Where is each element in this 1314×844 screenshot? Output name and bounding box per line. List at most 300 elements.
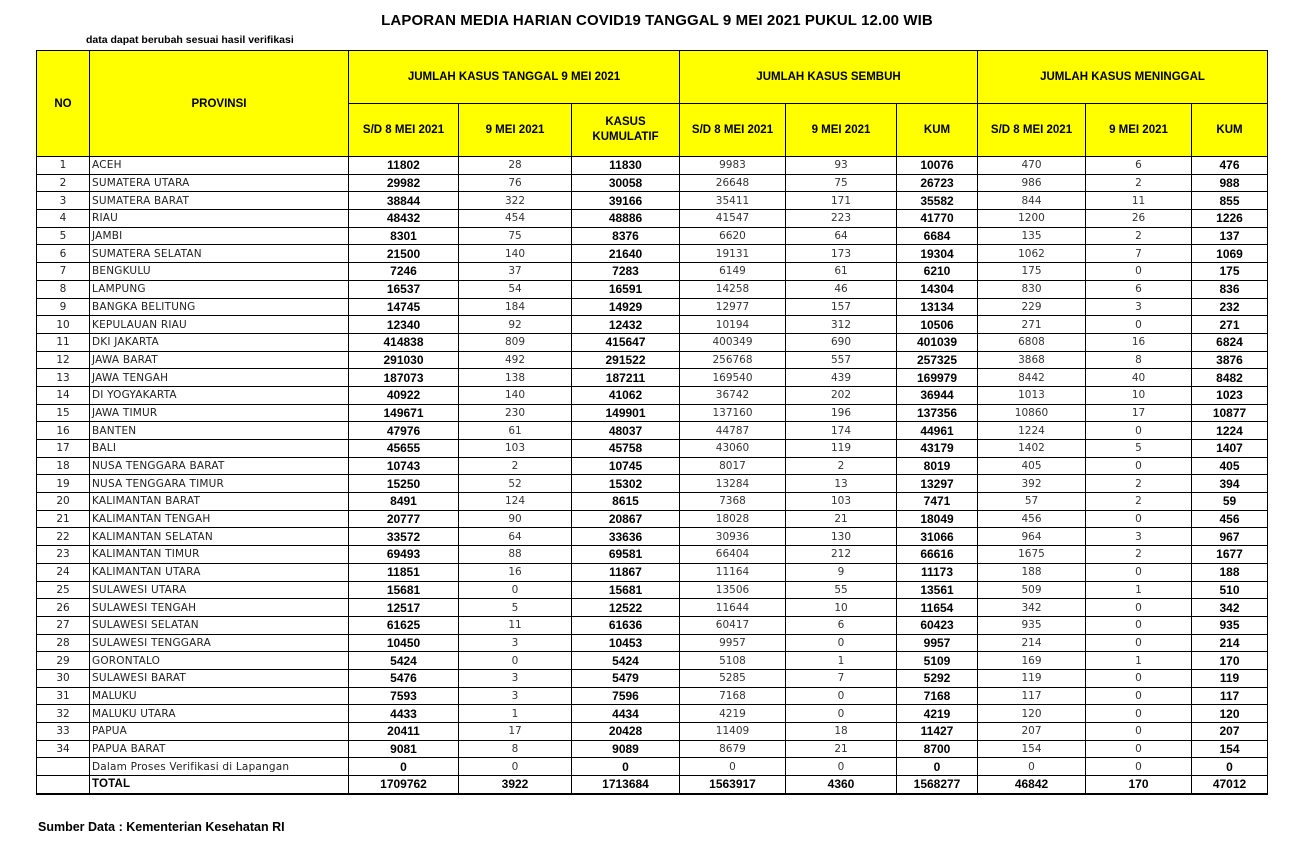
- cell-provinsi: ACEH: [90, 157, 349, 175]
- cell-provinsi: KALIMANTAN BARAT: [90, 493, 349, 511]
- table-row: [37, 263, 1268, 281]
- cell-meninggal-kum: 1224: [1192, 422, 1268, 440]
- cell-meninggal-sd: 830: [978, 280, 1086, 298]
- cell-meninggal-sd: 135: [978, 227, 1086, 245]
- cell-sembuh-day: 103: [786, 493, 897, 511]
- cell-no: 18: [37, 457, 90, 475]
- cell-kasus-sd: 16537: [349, 280, 459, 298]
- cell-kasus-kumulatif: 30058: [572, 174, 680, 192]
- cell-meninggal-day: 0: [1086, 422, 1192, 440]
- table-row: [37, 457, 1268, 475]
- cell-meninggal-kum: 271: [1192, 316, 1268, 334]
- cell-no: 32: [37, 705, 90, 723]
- cell-kasus-kumulatif: 10745: [572, 457, 680, 475]
- cell-no: 31: [37, 687, 90, 705]
- cell-kasus-sd: 8491: [349, 493, 459, 511]
- cell-no: 24: [37, 563, 90, 581]
- cell-kasus-sd: 4433: [349, 705, 459, 723]
- cell-kasus-sd: 12517: [349, 599, 459, 617]
- cell-sembuh-sd: 7368: [680, 493, 786, 511]
- cell-sembuh-day: 21: [786, 740, 897, 758]
- table-row: [37, 404, 1268, 422]
- cell-kasus-sd: 11851: [349, 563, 459, 581]
- cell-sembuh-kum: 6210: [897, 263, 978, 281]
- cell-provinsi: MALUKU UTARA: [90, 705, 349, 723]
- cell-meninggal-sd: 964: [978, 528, 1086, 546]
- cell-kasus-day: 76: [459, 174, 572, 192]
- cell-sembuh-sd: 13506: [680, 581, 786, 599]
- cell-kasus-day: 5: [459, 599, 572, 617]
- cell-kasus-sd: 7593: [349, 687, 459, 705]
- cell-meninggal-sd: 456: [978, 510, 1086, 528]
- cell-meninggal-kum: 154: [1192, 740, 1268, 758]
- cell-meninggal-day: 0: [1086, 457, 1192, 475]
- cell-meninggal-kum: 0: [1192, 758, 1268, 776]
- cell-meninggal-sd: 844: [978, 192, 1086, 210]
- cell-no: 14: [37, 386, 90, 404]
- cell-meninggal-kum: 1069: [1192, 245, 1268, 263]
- cell-kasus-day: 52: [459, 475, 572, 493]
- cell-provinsi: JAWA TENGAH: [90, 369, 349, 387]
- cell-no: 7: [37, 263, 90, 281]
- table-row: [37, 705, 1268, 723]
- header-sembuh-sd: S/D 8 MEI 2021: [680, 104, 786, 157]
- cell-no: 21: [37, 510, 90, 528]
- cell-kasus-kumulatif: 10453: [572, 634, 680, 652]
- cell-provinsi: SULAWESI SELATAN: [90, 616, 349, 634]
- cell-kasus-kumulatif: 61636: [572, 616, 680, 634]
- cell-meninggal-sd: 188: [978, 563, 1086, 581]
- cell-sembuh-kum: 31066: [897, 528, 978, 546]
- cell-sembuh-day: 1: [786, 652, 897, 670]
- cell-meninggal-kum: 188: [1192, 563, 1268, 581]
- cell-kasus-kumulatif: 69581: [572, 546, 680, 564]
- cell-sembuh-day: 10: [786, 599, 897, 617]
- cell-sembuh-sd: 36742: [680, 386, 786, 404]
- cell-provinsi: BANTEN: [90, 422, 349, 440]
- cell-kasus-day: 3: [459, 669, 572, 687]
- covid-report-table: [36, 50, 1268, 795]
- cell-meninggal-day: 0: [1086, 616, 1192, 634]
- cell-sembuh-sd: 8017: [680, 457, 786, 475]
- cell-kasus-kumulatif: 12522: [572, 599, 680, 617]
- cell-meninggal-kum: 988: [1192, 174, 1268, 192]
- cell-sembuh-kum: 5292: [897, 669, 978, 687]
- cell-kasus-day: 124: [459, 493, 572, 511]
- cell-kasus-day: 140: [459, 386, 572, 404]
- header-sembuh-day: 9 MEI 2021: [786, 104, 897, 157]
- table-row: [37, 758, 1268, 776]
- cell-kasus-kumulatif: 39166: [572, 192, 680, 210]
- cell-meninggal-kum: 207: [1192, 723, 1268, 741]
- cell-provinsi: NUSA TENGGARA BARAT: [90, 457, 349, 475]
- cell-sembuh-day: 55: [786, 581, 897, 599]
- cell-provinsi: MALUKU: [90, 687, 349, 705]
- cell-meninggal-sd: 0: [978, 758, 1086, 776]
- table-row: [37, 687, 1268, 705]
- cell-kasus-day: 492: [459, 351, 572, 369]
- cell-no: 8: [37, 280, 90, 298]
- cell-no: 28: [37, 634, 90, 652]
- cell-sembuh-sd: 6620: [680, 227, 786, 245]
- cell-sembuh-kum: 35582: [897, 192, 978, 210]
- cell-sembuh-sd: 0: [680, 758, 786, 776]
- cell-no: [37, 776, 90, 794]
- table-row: [37, 227, 1268, 245]
- cell-kasus-kumulatif: 4434: [572, 705, 680, 723]
- table-row: [37, 316, 1268, 334]
- cell-sembuh-sd: 11409: [680, 723, 786, 741]
- cell-meninggal-sd: 271: [978, 316, 1086, 334]
- cell-provinsi: DKI JAKARTA: [90, 333, 349, 351]
- header-kasus-sd: S/D 8 MEI 2021: [349, 104, 459, 157]
- table-row: [37, 245, 1268, 263]
- cell-no: 13: [37, 369, 90, 387]
- header-provinsi: PROVINSI: [90, 51, 349, 157]
- cell-provinsi: SULAWESI UTARA: [90, 581, 349, 599]
- cell-sembuh-kum: 0: [897, 758, 978, 776]
- cell-kasus-day: 322: [459, 192, 572, 210]
- cell-kasus-day: 3922: [459, 776, 572, 794]
- cell-meninggal-sd: 1675: [978, 546, 1086, 564]
- cell-sembuh-sd: 18028: [680, 510, 786, 528]
- cell-provinsi: JAWA TIMUR: [90, 404, 349, 422]
- cell-no: 12: [37, 351, 90, 369]
- cell-kasus-kumulatif: 48037: [572, 422, 680, 440]
- cell-meninggal-sd: 1224: [978, 422, 1086, 440]
- cell-kasus-day: 75: [459, 227, 572, 245]
- verification-note: data dapat berubah sesuai hasil verifikasi: [86, 34, 294, 46]
- cell-kasus-sd: 40922: [349, 386, 459, 404]
- cell-meninggal-kum: 137: [1192, 227, 1268, 245]
- cell-no: 3: [37, 192, 90, 210]
- cell-meninggal-sd: 120: [978, 705, 1086, 723]
- cell-kasus-sd: 10743: [349, 457, 459, 475]
- cell-meninggal-day: 0: [1086, 316, 1192, 334]
- header-kasus-day: 9 MEI 2021: [459, 104, 572, 157]
- cell-kasus-sd: 69493: [349, 546, 459, 564]
- cell-sembuh-sd: 60417: [680, 616, 786, 634]
- cell-sembuh-kum: 60423: [897, 616, 978, 634]
- cell-kasus-day: 138: [459, 369, 572, 387]
- cell-sembuh-day: 690: [786, 333, 897, 351]
- cell-sembuh-day: 9: [786, 563, 897, 581]
- cell-sembuh-sd: 12977: [680, 298, 786, 316]
- cell-kasus-day: 11: [459, 616, 572, 634]
- cell-sembuh-day: 0: [786, 687, 897, 705]
- cell-sembuh-kum: 8019: [897, 457, 978, 475]
- cell-provinsi: KALIMANTAN SELATAN: [90, 528, 349, 546]
- table-row: [37, 669, 1268, 687]
- cell-meninggal-sd: 470: [978, 157, 1086, 175]
- cell-kasus-day: 0: [459, 652, 572, 670]
- cell-meninggal-day: 17: [1086, 404, 1192, 422]
- cell-sembuh-kum: 7471: [897, 493, 978, 511]
- cell-meninggal-kum: 1226: [1192, 210, 1268, 228]
- cell-sembuh-sd: 66404: [680, 546, 786, 564]
- cell-meninggal-day: 6: [1086, 280, 1192, 298]
- cell-no: 11: [37, 333, 90, 351]
- cell-meninggal-kum: 117: [1192, 687, 1268, 705]
- cell-no: 10: [37, 316, 90, 334]
- cell-sembuh-sd: 41547: [680, 210, 786, 228]
- cell-kasus-day: 140: [459, 245, 572, 263]
- cell-kasus-day: 809: [459, 333, 572, 351]
- cell-kasus-sd: 45655: [349, 440, 459, 458]
- cell-meninggal-kum: 6824: [1192, 333, 1268, 351]
- table-row: [37, 369, 1268, 387]
- cell-no: 1: [37, 157, 90, 175]
- header-sembuh-kum: KUM: [897, 104, 978, 157]
- cell-meninggal-day: 3: [1086, 528, 1192, 546]
- cell-kasus-sd: 414838: [349, 333, 459, 351]
- cell-sembuh-sd: 14258: [680, 280, 786, 298]
- cell-kasus-sd: 12340: [349, 316, 459, 334]
- cell-kasus-sd: 10450: [349, 634, 459, 652]
- cell-no: 33: [37, 723, 90, 741]
- cell-meninggal-kum: 232: [1192, 298, 1268, 316]
- cell-kasus-day: 2: [459, 457, 572, 475]
- cell-meninggal-kum: 935: [1192, 616, 1268, 634]
- cell-kasus-day: 8: [459, 740, 572, 758]
- cell-meninggal-kum: 47012: [1192, 776, 1268, 794]
- cell-sembuh-kum: 13297: [897, 475, 978, 493]
- data-source: Sumber Data : Kementerian Kesehatan RI: [38, 820, 285, 834]
- cell-sembuh-kum: 13561: [897, 581, 978, 599]
- table-row: [37, 280, 1268, 298]
- cell-sembuh-day: 6: [786, 616, 897, 634]
- cell-kasus-sd: 61625: [349, 616, 459, 634]
- cell-kasus-kumulatif: 5479: [572, 669, 680, 687]
- cell-sembuh-day: 312: [786, 316, 897, 334]
- cell-meninggal-kum: 119: [1192, 669, 1268, 687]
- cell-provinsi: GORONTALO: [90, 652, 349, 670]
- cell-sembuh-kum: 4219: [897, 705, 978, 723]
- cell-kasus-day: 3: [459, 634, 572, 652]
- cell-sembuh-day: 0: [786, 705, 897, 723]
- cell-meninggal-day: 7: [1086, 245, 1192, 263]
- table-row: [37, 422, 1268, 440]
- cell-meninggal-day: 26: [1086, 210, 1192, 228]
- cell-sembuh-sd: 169540: [680, 369, 786, 387]
- cell-sembuh-kum: 8700: [897, 740, 978, 758]
- cell-kasus-sd: 47976: [349, 422, 459, 440]
- cell-meninggal-day: 0: [1086, 723, 1192, 741]
- cell-meninggal-sd: 8442: [978, 369, 1086, 387]
- cell-meninggal-day: 2: [1086, 227, 1192, 245]
- cell-sembuh-sd: 11644: [680, 599, 786, 617]
- cell-meninggal-sd: 3868: [978, 351, 1086, 369]
- cell-sembuh-day: 196: [786, 404, 897, 422]
- cell-no: 30: [37, 669, 90, 687]
- cell-sembuh-kum: 169979: [897, 369, 978, 387]
- cell-sembuh-sd: 1563917: [680, 776, 786, 794]
- cell-provinsi: DI YOGYAKARTA: [90, 386, 349, 404]
- cell-kasus-kumulatif: 14929: [572, 298, 680, 316]
- cell-sembuh-sd: 6149: [680, 263, 786, 281]
- cell-provinsi: KALIMANTAN TIMUR: [90, 546, 349, 564]
- cell-kasus-kumulatif: 48886: [572, 210, 680, 228]
- cell-meninggal-sd: 229: [978, 298, 1086, 316]
- cell-sembuh-day: 223: [786, 210, 897, 228]
- cell-no: 5: [37, 227, 90, 245]
- cell-meninggal-kum: 59: [1192, 493, 1268, 511]
- cell-sembuh-day: 557: [786, 351, 897, 369]
- cell-sembuh-kum: 11173: [897, 563, 978, 581]
- cell-provinsi: Dalam Proses Verifikasi di Lapangan: [90, 758, 349, 776]
- cell-provinsi: LAMPUNG: [90, 280, 349, 298]
- cell-meninggal-sd: 169: [978, 652, 1086, 670]
- cell-sembuh-sd: 13284: [680, 475, 786, 493]
- cell-sembuh-kum: 36944: [897, 386, 978, 404]
- cell-sembuh-kum: 41770: [897, 210, 978, 228]
- table-row: [37, 546, 1268, 564]
- cell-kasus-day: 37: [459, 263, 572, 281]
- table-row: [37, 723, 1268, 741]
- cell-meninggal-day: 3: [1086, 298, 1192, 316]
- cell-sembuh-kum: 6684: [897, 227, 978, 245]
- cell-sembuh-sd: 9957: [680, 634, 786, 652]
- cell-kasus-kumulatif: 20867: [572, 510, 680, 528]
- cell-kasus-day: 230: [459, 404, 572, 422]
- cell-kasus-kumulatif: 16591: [572, 280, 680, 298]
- cell-kasus-sd: 187073: [349, 369, 459, 387]
- cell-sembuh-kum: 13134: [897, 298, 978, 316]
- cell-kasus-kumulatif: 21640: [572, 245, 680, 263]
- total-row: [37, 776, 1268, 794]
- cell-kasus-kumulatif: 11830: [572, 157, 680, 175]
- cell-kasus-kumulatif: 149901: [572, 404, 680, 422]
- cell-sembuh-kum: 401039: [897, 333, 978, 351]
- cell-meninggal-day: 1: [1086, 581, 1192, 599]
- cell-provinsi: NUSA TENGGARA TIMUR: [90, 475, 349, 493]
- cell-kasus-kumulatif: 8615: [572, 493, 680, 511]
- cell-meninggal-sd: 1402: [978, 440, 1086, 458]
- cell-sembuh-day: 75: [786, 174, 897, 192]
- cell-kasus-sd: 291030: [349, 351, 459, 369]
- cell-sembuh-kum: 43179: [897, 440, 978, 458]
- cell-meninggal-day: 10: [1086, 386, 1192, 404]
- cell-sembuh-sd: 11164: [680, 563, 786, 581]
- cell-kasus-day: 54: [459, 280, 572, 298]
- cell-kasus-kumulatif: 187211: [572, 369, 680, 387]
- cell-kasus-sd: 48432: [349, 210, 459, 228]
- cell-meninggal-kum: 405: [1192, 457, 1268, 475]
- cell-no: 27: [37, 616, 90, 634]
- cell-sembuh-kum: 10076: [897, 157, 978, 175]
- cell-kasus-sd: 5424: [349, 652, 459, 670]
- cell-kasus-sd: 20411: [349, 723, 459, 741]
- cell-provinsi: JAWA BARAT: [90, 351, 349, 369]
- header-group-meninggal: JUMLAH KASUS MENINGGAL: [978, 51, 1268, 104]
- table-row: [37, 174, 1268, 192]
- cell-kasus-sd: 15681: [349, 581, 459, 599]
- cell-provinsi: PAPUA BARAT: [90, 740, 349, 758]
- cell-meninggal-day: 5: [1086, 440, 1192, 458]
- cell-kasus-kumulatif: 11867: [572, 563, 680, 581]
- cell-no: 2: [37, 174, 90, 192]
- cell-sembuh-day: 13: [786, 475, 897, 493]
- header-meninggal-day: 9 MEI 2021: [1086, 104, 1192, 157]
- cell-provinsi: JAMBI: [90, 227, 349, 245]
- cell-meninggal-kum: 10877: [1192, 404, 1268, 422]
- cell-meninggal-day: 0: [1086, 740, 1192, 758]
- cell-kasus-day: 0: [459, 581, 572, 599]
- cell-sembuh-sd: 44787: [680, 422, 786, 440]
- cell-kasus-day: 184: [459, 298, 572, 316]
- cell-provinsi: RIAU: [90, 210, 349, 228]
- cell-kasus-day: 28: [459, 157, 572, 175]
- cell-provinsi: KALIMANTAN UTARA: [90, 563, 349, 581]
- cell-meninggal-day: 2: [1086, 475, 1192, 493]
- cell-kasus-sd: 1709762: [349, 776, 459, 794]
- cell-kasus-sd: 21500: [349, 245, 459, 263]
- cell-meninggal-day: 0: [1086, 687, 1192, 705]
- cell-meninggal-kum: 3876: [1192, 351, 1268, 369]
- cell-sembuh-day: 61: [786, 263, 897, 281]
- cell-meninggal-kum: 214: [1192, 634, 1268, 652]
- cell-sembuh-sd: 400349: [680, 333, 786, 351]
- table-row: [37, 298, 1268, 316]
- cell-provinsi: SUMATERA BARAT: [90, 192, 349, 210]
- cell-provinsi: KALIMANTAN TENGAH: [90, 510, 349, 528]
- cell-sembuh-day: 21: [786, 510, 897, 528]
- cell-sembuh-day: 93: [786, 157, 897, 175]
- cell-meninggal-day: 8: [1086, 351, 1192, 369]
- cell-sembuh-sd: 5285: [680, 669, 786, 687]
- cell-meninggal-day: 0: [1086, 669, 1192, 687]
- cell-kasus-sd: 20777: [349, 510, 459, 528]
- cell-provinsi: SUMATERA UTARA: [90, 174, 349, 192]
- table-row: [37, 192, 1268, 210]
- cell-kasus-day: 0: [459, 758, 572, 776]
- cell-sembuh-kum: 66616: [897, 546, 978, 564]
- cell-no: 16: [37, 422, 90, 440]
- cell-sembuh-day: 439: [786, 369, 897, 387]
- cell-kasus-sd: 15250: [349, 475, 459, 493]
- cell-kasus-sd: 5476: [349, 669, 459, 687]
- cell-kasus-sd: 33572: [349, 528, 459, 546]
- cell-sembuh-sd: 30936: [680, 528, 786, 546]
- cell-meninggal-day: 40: [1086, 369, 1192, 387]
- cell-provinsi: SULAWESI BARAT: [90, 669, 349, 687]
- cell-sembuh-day: 212: [786, 546, 897, 564]
- cell-meninggal-day: 1: [1086, 652, 1192, 670]
- cell-provinsi: BENGKULU: [90, 263, 349, 281]
- cell-meninggal-sd: 46842: [978, 776, 1086, 794]
- cell-kasus-sd: 14745: [349, 298, 459, 316]
- cell-meninggal-sd: 1062: [978, 245, 1086, 263]
- cell-meninggal-sd: 1200: [978, 210, 1086, 228]
- table-row: [37, 157, 1268, 175]
- cell-kasus-day: 90: [459, 510, 572, 528]
- cell-meninggal-day: 0: [1086, 758, 1192, 776]
- cell-sembuh-day: 173: [786, 245, 897, 263]
- cell-no: 9: [37, 298, 90, 316]
- cell-kasus-day: 17: [459, 723, 572, 741]
- cell-meninggal-day: 2: [1086, 546, 1192, 564]
- cell-kasus-kumulatif: 9089: [572, 740, 680, 758]
- table-row: [37, 440, 1268, 458]
- cell-meninggal-sd: 405: [978, 457, 1086, 475]
- cell-provinsi: SUMATERA SELATAN: [90, 245, 349, 263]
- cell-no: 25: [37, 581, 90, 599]
- cell-sembuh-sd: 256768: [680, 351, 786, 369]
- cell-kasus-kumulatif: 0: [572, 758, 680, 776]
- cell-sembuh-sd: 7168: [680, 687, 786, 705]
- cell-sembuh-day: 171: [786, 192, 897, 210]
- cell-sembuh-kum: 14304: [897, 280, 978, 298]
